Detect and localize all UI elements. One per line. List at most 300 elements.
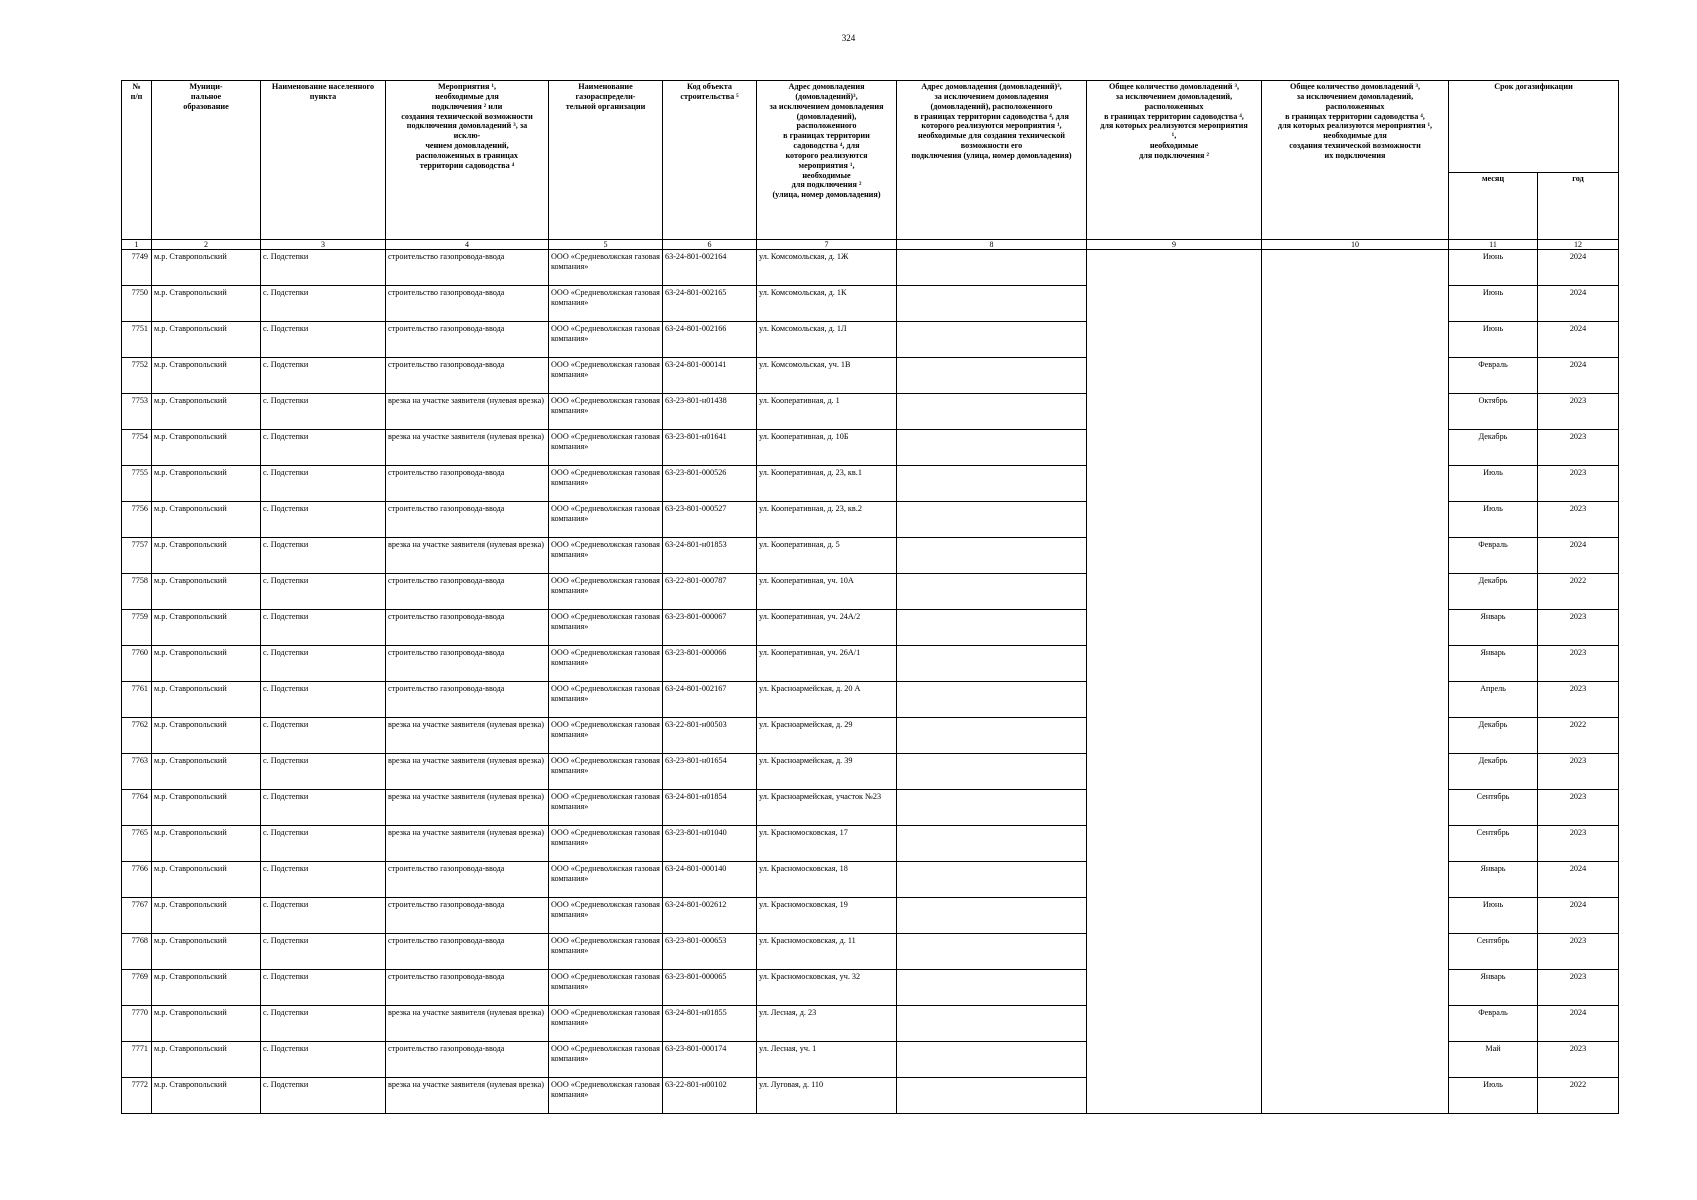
- object-code-cell: 63-23-801-н01641: [663, 430, 757, 466]
- count-connection-cell: [1087, 430, 1262, 466]
- measure-cell: строительство газопровода-ввода: [386, 610, 549, 646]
- gas-organization-cell: ООО «Средневолжская газовая компания»: [549, 682, 663, 718]
- municipality-cell: м.р. Ставропольский: [152, 1042, 261, 1078]
- address-cell: ул. Комсомольская, д. 1К: [757, 286, 897, 322]
- row-number-cell: 7758: [122, 574, 152, 610]
- table-row: [122, 430, 1619, 466]
- gas-organization-cell: ООО «Средневолжская газовая компания»: [549, 898, 663, 934]
- object-code-cell: 63-24-801-002166: [663, 322, 757, 358]
- header-line: в границах территории садоводства ⁴,: [1285, 111, 1425, 121]
- year-cell: 2024: [1538, 358, 1619, 394]
- settlement-cell: с. Подстепки: [261, 286, 386, 322]
- header-line: (улица, номер домовладения): [772, 190, 881, 200]
- count-connection-cell: [1087, 754, 1262, 790]
- row-number-cell: 7770: [122, 1006, 152, 1042]
- header-line: ¹,: [1171, 131, 1177, 141]
- settlement-cell: с. Подстепки: [261, 574, 386, 610]
- row-number-cell: 7764: [122, 790, 152, 826]
- municipality-cell: м.р. Ставропольский: [152, 682, 261, 718]
- settlement-cell: с. Подстепки: [261, 898, 386, 934]
- year-cell: 2023: [1538, 682, 1619, 718]
- header-line: которого реализуются: [785, 150, 868, 160]
- year-cell: 2022: [1538, 574, 1619, 610]
- settlement-cell: с. Подстепки: [261, 502, 386, 538]
- count-connection-cell: [1087, 1078, 1262, 1114]
- address-technical-cell: [897, 430, 1087, 466]
- count-connection-cell: [1087, 898, 1262, 934]
- gas-organization-cell: ООО «Средневолжская газовая компания»: [549, 394, 663, 430]
- count-connection-cell: [1087, 466, 1262, 502]
- month-cell: Сентябрь: [1449, 790, 1538, 826]
- table-row: [122, 898, 1619, 934]
- gas-organization-cell: ООО «Средневолжская газовая компания»: [549, 826, 663, 862]
- municipality-cell: м.р. Ставропольский: [152, 322, 261, 358]
- month-cell: Апрель: [1449, 682, 1538, 718]
- address-cell: ул. Комсомольская, уч. 1В: [757, 358, 897, 394]
- row-number-cell: 7750: [122, 286, 152, 322]
- address-technical-cell: [897, 538, 1087, 574]
- year-cell: 2022: [1538, 718, 1619, 754]
- header-line: подключения (улица, номер домовладения): [911, 150, 1072, 160]
- header-settlement: [261, 81, 386, 240]
- gas-organization-cell: ООО «Средневолжская газовая компания»: [549, 250, 663, 286]
- year-cell: 2023: [1538, 1042, 1619, 1078]
- month-cell: Декабрь: [1449, 718, 1538, 754]
- count-connection-cell: [1087, 574, 1262, 610]
- column-number: 4: [386, 240, 549, 250]
- table-row: [122, 250, 1619, 286]
- year-cell: 2024: [1538, 1006, 1619, 1042]
- header-line: садоводства ⁴, для: [793, 141, 860, 151]
- municipality-cell: м.р. Ставропольский: [152, 970, 261, 1006]
- row-number-cell: 7772: [122, 1078, 152, 1114]
- count-technical-cell: [1262, 358, 1449, 394]
- settlement-cell: с. Подстепки: [261, 250, 386, 286]
- header-line: для которых реализуются мероприятия ¹,: [1277, 121, 1433, 131]
- year-cell: 2023: [1538, 970, 1619, 1006]
- address-cell: ул. Красноармейская, участок №23: [757, 790, 897, 826]
- month-cell: Январь: [1449, 970, 1538, 1006]
- settlement-cell: с. Подстепки: [261, 1078, 386, 1114]
- measure-cell: строительство газопровода-ввода: [386, 970, 549, 1006]
- column-number: 5: [549, 240, 663, 250]
- count-technical-cell: [1262, 574, 1449, 610]
- settlement-cell: с. Подстепки: [261, 934, 386, 970]
- gas-organization-cell: ООО «Средневолжская газовая компания»: [549, 754, 663, 790]
- row-number-cell: 7757: [122, 538, 152, 574]
- measure-cell: строительство газопровода-ввода: [386, 1042, 549, 1078]
- row-number-cell: 7766: [122, 862, 152, 898]
- table-row: [122, 790, 1619, 826]
- address-cell: ул. Кооперативная, уч. 26А/1: [757, 646, 897, 682]
- measure-cell: врезка на участке заявителя (нулевая врезка): [386, 718, 549, 754]
- count-connection-cell: [1087, 610, 1262, 646]
- measure-cell: врезка на участке заявителя (нулевая врезка): [386, 790, 549, 826]
- header-line: создания технической возможности: [401, 111, 533, 121]
- count-connection-cell: [1087, 1042, 1262, 1078]
- header-line: газораспредели-: [575, 91, 636, 101]
- address-cell: ул. Красномосковская, уч. 32: [757, 970, 897, 1006]
- header-line: Муници-: [189, 82, 223, 91]
- settlement-cell: с. Подстепки: [261, 682, 386, 718]
- month-cell: Декабрь: [1449, 430, 1538, 466]
- month-cell: Февраль: [1449, 538, 1538, 574]
- month-cell: Июль: [1449, 1078, 1538, 1114]
- month-cell: Июнь: [1449, 286, 1538, 322]
- header-month: месяц: [1449, 173, 1538, 240]
- municipality-cell: м.р. Ставропольский: [152, 502, 261, 538]
- column-number: 6: [663, 240, 757, 250]
- count-connection-cell: [1087, 718, 1262, 754]
- count-connection-cell: [1087, 826, 1262, 862]
- address-technical-cell: [897, 610, 1087, 646]
- header-line: необходимые: [802, 170, 851, 180]
- gas-organization-cell: ООО «Средневолжская газовая компания»: [549, 970, 663, 1006]
- header-line: Адрес домовладения: [788, 82, 865, 91]
- header-line: за исключением домовладений,: [1115, 91, 1233, 101]
- address-technical-cell: [897, 286, 1087, 322]
- month-cell: Декабрь: [1449, 754, 1538, 790]
- header-count-connection: [1087, 81, 1262, 240]
- measure-cell: строительство газопровода-ввода: [386, 574, 549, 610]
- municipality-cell: м.р. Ставропольский: [152, 934, 261, 970]
- year-cell: 2024: [1538, 862, 1619, 898]
- count-connection-cell: [1087, 502, 1262, 538]
- address-technical-cell: [897, 934, 1087, 970]
- header-line: создания технической возможности: [1289, 141, 1421, 151]
- header-count-technical: [1262, 81, 1449, 240]
- month-cell: Сентябрь: [1449, 934, 1538, 970]
- object-code-cell: 63-24-801-002164: [663, 250, 757, 286]
- count-technical-cell: [1262, 610, 1449, 646]
- count-connection-cell: [1087, 286, 1262, 322]
- table-row: [122, 970, 1619, 1006]
- municipality-cell: м.р. Ставропольский: [152, 250, 261, 286]
- header-municipality: [152, 81, 261, 240]
- header-line: Общее количество домовладений ³,: [1108, 82, 1240, 91]
- year-cell: 2023: [1538, 430, 1619, 466]
- header-line: расположенных: [1144, 101, 1204, 111]
- measure-cell: строительство газопровода-ввода: [386, 250, 549, 286]
- municipality-cell: м.р. Ставропольский: [152, 394, 261, 430]
- settlement-cell: с. Подстепки: [261, 1042, 386, 1078]
- gas-organization-cell: ООО «Средневолжская газовая компания»: [549, 430, 663, 466]
- address-cell: ул. Комсомольская, д. 1Ж: [757, 250, 897, 286]
- header-line: необходимые для: [435, 91, 499, 101]
- settlement-cell: с. Подстепки: [261, 538, 386, 574]
- object-code-cell: 63-22-801-н00102: [663, 1078, 757, 1114]
- object-code-cell: 63-23-801-000526: [663, 466, 757, 502]
- address-technical-cell: [897, 502, 1087, 538]
- header-line: Адрес домовладения (домовладений)³,: [921, 82, 1062, 91]
- row-number-cell: 7760: [122, 646, 152, 682]
- row-number-cell: 7763: [122, 754, 152, 790]
- header-line: чением домовладений,: [425, 141, 509, 151]
- measure-cell: врезка на участке заявителя (нулевая врезка): [386, 394, 549, 430]
- gas-organization-cell: ООО «Средневолжская газовая компания»: [549, 502, 663, 538]
- gasification-table: [121, 80, 1619, 1114]
- table-row: [122, 610, 1619, 646]
- header-line: (домовладений)³,: [795, 91, 858, 101]
- column-number: 2: [152, 240, 261, 250]
- count-connection-cell: [1087, 250, 1262, 286]
- settlement-cell: с. Подстепки: [261, 862, 386, 898]
- address-technical-cell: [897, 682, 1087, 718]
- settlement-cell: с. Подстепки: [261, 790, 386, 826]
- gas-organization-cell: ООО «Средневолжская газовая компания»: [549, 934, 663, 970]
- settlement-cell: с. Подстепки: [261, 394, 386, 430]
- municipality-cell: м.р. Ставропольский: [152, 538, 261, 574]
- gas-organization-cell: ООО «Средневолжская газовая компания»: [549, 646, 663, 682]
- header-line: №: [132, 82, 141, 91]
- municipality-cell: м.р. Ставропольский: [152, 862, 261, 898]
- municipality-cell: м.р. Ставропольский: [152, 790, 261, 826]
- address-cell: ул. Комсомольская, д. 1Л: [757, 322, 897, 358]
- header-line: возможности его: [960, 141, 1023, 151]
- count-connection-cell: [1087, 934, 1262, 970]
- measure-cell: строительство газопровода-ввода: [386, 898, 549, 934]
- gas-organization-cell: ООО «Средневолжская газовая компания»: [549, 1042, 663, 1078]
- address-cell: ул. Красномосковская, 18: [757, 862, 897, 898]
- year-cell: 2023: [1538, 754, 1619, 790]
- count-technical-cell: [1262, 250, 1449, 286]
- object-code-cell: 63-23-801-н01040: [663, 826, 757, 862]
- month-cell: Январь: [1449, 646, 1538, 682]
- gas-organization-cell: ООО «Средневолжская газовая компания»: [549, 466, 663, 502]
- row-number-cell: 7771: [122, 1042, 152, 1078]
- month-cell: Июнь: [1449, 250, 1538, 286]
- count-technical-cell: [1262, 430, 1449, 466]
- header-line: необходимые: [1149, 141, 1199, 151]
- header-line: подключения домовладений ³, за: [406, 121, 528, 131]
- measure-cell: врезка на участке заявителя (нулевая врезка): [386, 1078, 549, 1114]
- address-cell: ул. Красномосковская, 19: [757, 898, 897, 934]
- column-number: 11: [1449, 240, 1538, 250]
- address-technical-cell: [897, 754, 1087, 790]
- count-technical-cell: [1262, 898, 1449, 934]
- address-technical-cell: [897, 574, 1087, 610]
- header-line: тельной организации: [565, 101, 646, 111]
- object-code-cell: 63-23-801-000174: [663, 1042, 757, 1078]
- municipality-cell: м.р. Ставропольский: [152, 1078, 261, 1114]
- address-cell: ул. Луговая, д. 110: [757, 1078, 897, 1114]
- table-row: [122, 574, 1619, 610]
- header-line: пункта: [309, 91, 337, 101]
- header-line: Наименование населенного: [271, 82, 375, 91]
- address-technical-cell: [897, 718, 1087, 754]
- count-connection-cell: [1087, 358, 1262, 394]
- header-line: за исключением домовладений,: [1296, 91, 1414, 101]
- table-row: [122, 646, 1619, 682]
- header-object-code: [663, 81, 757, 240]
- count-connection-cell: [1087, 862, 1262, 898]
- measure-cell: врезка на участке заявителя (нулевая врезка): [386, 538, 549, 574]
- table-row: [122, 682, 1619, 718]
- header-line: Мероприятия ¹,: [437, 82, 497, 91]
- measure-cell: строительство газопровода-ввода: [386, 286, 549, 322]
- table-row: [122, 1006, 1619, 1042]
- header-line: в границах территории садоводства ⁴, для: [914, 111, 1069, 121]
- header-line: которого реализуются мероприятия ¹,: [921, 121, 1062, 131]
- row-number-cell: 7756: [122, 502, 152, 538]
- municipality-cell: м.р. Ставропольский: [152, 718, 261, 754]
- measure-cell: строительство газопровода-ввода: [386, 502, 549, 538]
- year-cell: 2023: [1538, 790, 1619, 826]
- settlement-cell: с. Подстепки: [261, 646, 386, 682]
- count-connection-cell: [1087, 322, 1262, 358]
- count-technical-cell: [1262, 790, 1449, 826]
- count-technical-cell: [1262, 826, 1449, 862]
- address-technical-cell: [897, 898, 1087, 934]
- address-cell: ул. Кооперативная, уч. 10А: [757, 574, 897, 610]
- header-line: расположенных: [1325, 101, 1385, 111]
- address-cell: ул. Красноармейская, д. 29: [757, 718, 897, 754]
- object-code-cell: 63-24-801-н01854: [663, 790, 757, 826]
- year-cell: 2023: [1538, 502, 1619, 538]
- table-row: [122, 466, 1619, 502]
- address-cell: ул. Кооперативная, д. 23, кв.2: [757, 502, 897, 538]
- object-code-cell: 63-22-801-н00503: [663, 718, 757, 754]
- row-number-cell: 7754: [122, 430, 152, 466]
- table-row: [122, 322, 1619, 358]
- year-cell: 2024: [1538, 898, 1619, 934]
- count-technical-cell: [1262, 646, 1449, 682]
- object-code-cell: 63-24-801-002167: [663, 682, 757, 718]
- gas-organization-cell: ООО «Средневолжская газовая компания»: [549, 790, 663, 826]
- object-code-cell: 63-23-801-н01654: [663, 754, 757, 790]
- row-number-cell: 7749: [122, 250, 152, 286]
- header-line: для подключения ²: [791, 180, 862, 190]
- address-cell: ул. Красномосковская, 17: [757, 826, 897, 862]
- municipality-cell: м.р. Ставропольский: [152, 826, 261, 862]
- header-line: (домовладений), расположенного: [930, 101, 1053, 111]
- column-number: 12: [1538, 240, 1619, 250]
- row-number-cell: 7769: [122, 970, 152, 1006]
- settlement-cell: с. Подстепки: [261, 610, 386, 646]
- header-line: Общее количество домовладений ³,: [1289, 82, 1421, 91]
- column-number: 8: [897, 240, 1087, 250]
- row-number-cell: 7755: [122, 466, 152, 502]
- header-line: мероприятия ¹,: [798, 160, 855, 170]
- settlement-cell: с. Подстепки: [261, 322, 386, 358]
- measure-cell: врезка на участке заявителя (нулевая врезка): [386, 430, 549, 466]
- header-line: необходимые для: [1323, 131, 1387, 141]
- row-number-cell: 7752: [122, 358, 152, 394]
- measure-cell: строительство газопровода-ввода: [386, 682, 549, 718]
- month-cell: Октябрь: [1449, 394, 1538, 430]
- header-line: подключения ² или: [431, 101, 503, 111]
- count-technical-cell: [1262, 934, 1449, 970]
- municipality-cell: м.р. Ставропольский: [152, 1006, 261, 1042]
- year-cell: 2022: [1538, 1078, 1619, 1114]
- address-technical-cell: [897, 358, 1087, 394]
- header-number: [122, 81, 152, 240]
- year-cell: 2023: [1538, 646, 1619, 682]
- address-technical-cell: [897, 250, 1087, 286]
- month-cell: Февраль: [1449, 358, 1538, 394]
- object-code-cell: 63-23-801-000067: [663, 610, 757, 646]
- header-measures: [386, 81, 549, 240]
- count-connection-cell: [1087, 394, 1262, 430]
- header-line: за исключением домовладения: [769, 101, 884, 111]
- month-cell: Январь: [1449, 610, 1538, 646]
- municipality-cell: м.р. Ставропольский: [152, 754, 261, 790]
- count-technical-cell: [1262, 502, 1449, 538]
- table-row: [122, 394, 1619, 430]
- count-technical-cell: [1262, 466, 1449, 502]
- count-technical-cell: [1262, 1006, 1449, 1042]
- year-cell: 2024: [1538, 286, 1619, 322]
- measure-cell: строительство газопровода-ввода: [386, 646, 549, 682]
- header-line: за исключением домовладения: [934, 91, 1049, 101]
- municipality-cell: м.р. Ставропольский: [152, 898, 261, 934]
- header-line: необходимые для создания технической: [917, 131, 1066, 141]
- row-number-cell: 7768: [122, 934, 152, 970]
- table-row: [122, 826, 1619, 862]
- address-cell: ул. Кооперативная, д. 23, кв.1: [757, 466, 897, 502]
- gas-organization-cell: ООО «Средневолжская газовая компания»: [549, 322, 663, 358]
- address-cell: ул. Лесная, д. 23: [757, 1006, 897, 1042]
- address-technical-cell: [897, 646, 1087, 682]
- year-cell: 2024: [1538, 538, 1619, 574]
- year-cell: 2023: [1538, 394, 1619, 430]
- column-number: 10: [1262, 240, 1449, 250]
- gas-organization-cell: ООО «Средневолжская газовая компания»: [549, 610, 663, 646]
- header-address-technical: [897, 81, 1087, 240]
- count-technical-cell: [1262, 1078, 1449, 1114]
- address-technical-cell: [897, 466, 1087, 502]
- year-cell: 2024: [1538, 250, 1619, 286]
- header-line: исклю-: [453, 131, 481, 141]
- count-technical-cell: [1262, 538, 1449, 574]
- column-number: 1: [122, 240, 152, 250]
- header-line: расположенных в границах: [415, 150, 519, 160]
- count-technical-cell: [1262, 754, 1449, 790]
- object-code-cell: 63-23-801-000527: [663, 502, 757, 538]
- year-cell: 2023: [1538, 610, 1619, 646]
- month-cell: Февраль: [1449, 1006, 1538, 1042]
- municipality-cell: м.р. Ставропольский: [152, 610, 261, 646]
- header-line: в границах территории садоводства ⁴,: [1104, 111, 1244, 121]
- table-row: [122, 502, 1619, 538]
- address-cell: ул. Кооперативная, д. 10Б: [757, 430, 897, 466]
- table-row: [122, 1042, 1619, 1078]
- header-deadline: Срок догазификации: [1449, 81, 1619, 173]
- address-technical-cell: [897, 1078, 1087, 1114]
- settlement-cell: с. Подстепки: [261, 430, 386, 466]
- address-technical-cell: [897, 322, 1087, 358]
- table-row: [122, 538, 1619, 574]
- settlement-cell: с. Подстепки: [261, 826, 386, 862]
- measure-cell: строительство газопровода-ввода: [386, 358, 549, 394]
- header-line: образование: [183, 101, 229, 111]
- gas-organization-cell: ООО «Средневолжская газовая компания»: [549, 574, 663, 610]
- table-row: [122, 718, 1619, 754]
- address-cell: ул. Красномосковская, д. 11: [757, 934, 897, 970]
- measure-cell: строительство газопровода-ввода: [386, 322, 549, 358]
- gas-organization-cell: ООО «Средневолжская газовая компания»: [549, 1006, 663, 1042]
- gas-organization-cell: ООО «Средневолжская газовая компания»: [549, 358, 663, 394]
- count-connection-cell: [1087, 790, 1262, 826]
- address-cell: ул. Красноармейская, д. 39: [757, 754, 897, 790]
- header-line: территории садоводства ⁴: [419, 160, 515, 170]
- column-number: 7: [757, 240, 897, 250]
- object-code-cell: 63-23-801-000065: [663, 970, 757, 1006]
- settlement-cell: с. Подстепки: [261, 466, 386, 502]
- year-cell: 2024: [1538, 322, 1619, 358]
- object-code-cell: 63-24-801-н01855: [663, 1006, 757, 1042]
- count-technical-cell: [1262, 862, 1449, 898]
